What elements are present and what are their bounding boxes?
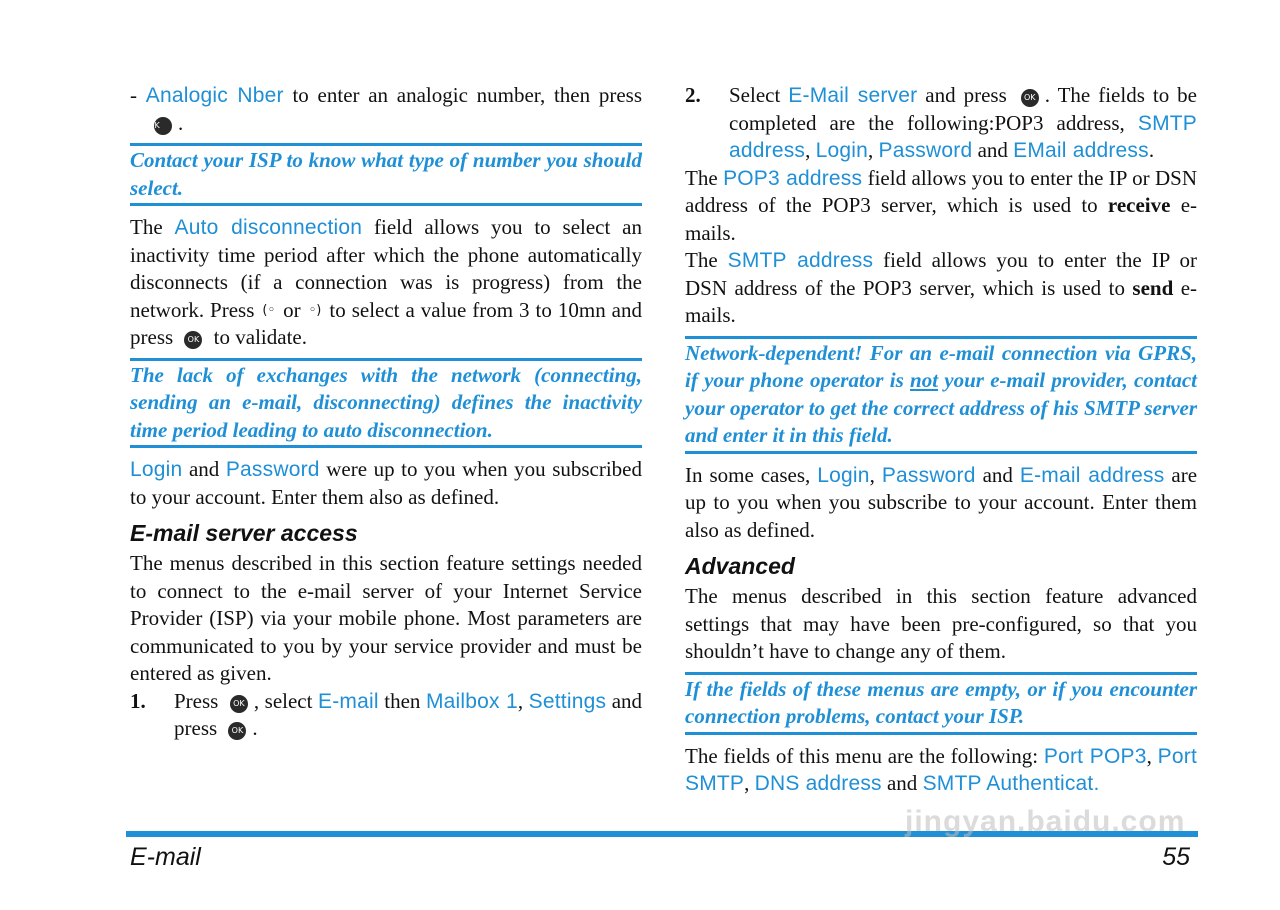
server-access-paragraph: The menus described in this section feature settings needed to connect to the e-mail server of your Internet Service Provider (ISP) via your mobile phone. Most parameters are communicated to you by your service provider and must be entered as given. [130, 551, 642, 685]
ok-key-icon: OK [184, 331, 202, 349]
email-server-access-heading: E-mail server access [130, 520, 358, 546]
ok-key-icon: OK [230, 695, 248, 713]
login-menu: Login [130, 458, 183, 481]
auto-disconnection-paragraph: The Auto disconnection field allows you to select an inactivity time period after which the phone automatically disconnects (if a connection was is progress) from the network. Press (◦ or ◦) to select a value from 3 to 10mn and press OK to validate. [130, 215, 642, 349]
port-pop3-menu: Port POP3 [1043, 744, 1147, 768]
login-password-paragraph: Login and Password were up to you when you subscribed to your account. Enter them also as defined. [130, 457, 643, 509]
ok-key-icon: OK [1021, 89, 1039, 107]
settings-menu: Settings [528, 689, 607, 713]
email-menu: E-mail [318, 689, 379, 713]
login-menu: Login [815, 139, 869, 162]
pop3-paragraph: The POP3 address field allows you to enter the IP or DSN address of the POP3 server, which is used to receive e-mails. [685, 165, 1198, 245]
right-column [685, 82, 1197, 798]
pop3-address-menu: POP3 address [723, 166, 863, 190]
advanced-paragraph: The menus described in this section feature advanced settings that may have been pre-configured, so that you shouldn’t have to change any of them. [685, 584, 1197, 663]
smtp-authenticat-menu: SMTP Authenticat. [922, 772, 1100, 795]
ok-key-icon: OK [228, 722, 246, 740]
smtp-address-menu: SMTP address [727, 249, 874, 272]
nav-left-key-icon: (◦ [262, 302, 276, 318]
step-1: 1. Press OK , select E-mail then Mailbox 1, Settings and press OK . [130, 688, 643, 740]
email-address-menu: E-mail address [1019, 463, 1165, 487]
nav-right-key-icon: ◦) [308, 302, 322, 318]
inactivity-note: The lack of exchanges with the network (connecting, sending an e-mail, disconnecting) defines the inactivity time period leading to auto disconnection. [130, 358, 642, 449]
analogic-nber-menu: Analogic Nber [145, 84, 284, 107]
advanced-heading: Advanced [685, 553, 795, 579]
ok-key-icon: OK [154, 117, 172, 135]
smtp-paragraph: The SMTP address field allows you to enter the IP or DSN address of the POP3 server, which is used to send e-mails. [685, 248, 1198, 327]
password-menu: Password [881, 463, 976, 487]
step-2: 2. Select E-Mail server and press OK . The fields to be completed are the following:POP3 address, SMTP address, Login, Password and EMail address. [685, 83, 1197, 162]
left-column [130, 82, 642, 743]
auto-disconnection-menu: Auto disconnection [174, 216, 363, 239]
watermark: jingyan.baidu.com [905, 805, 1186, 838]
empty-fields-note: If the fields of these menus are empty, or if you encounter connection problems, contact your ISP. [685, 672, 1197, 735]
smtp-address-menu: SMTP address [729, 111, 1197, 162]
network-dependent-note: Network-dependent! For an e-mail connection via GPRS, if your phone operator is not your e-mail provider, contact your operator to get the correct address of his SMTP server and enter it in this field. [685, 336, 1197, 454]
some-cases-paragraph: In some cases, Login, Password and E-mail address are up to you when you subscribe to your account. Enter them also as defined. [685, 462, 1198, 542]
mailbox-1-menu: Mailbox 1 [425, 689, 518, 713]
dns-address-menu: DNS address [754, 772, 882, 795]
email-server-menu: E-Mail server [788, 84, 918, 107]
port-smtp-menu: Port SMTP [685, 744, 1197, 795]
analogic-paragraph: - Analogic Nber to enter an analogic number, then press OK . [130, 83, 642, 135]
page-number: 55 [1162, 843, 1190, 871]
password-menu: Password [225, 458, 320, 481]
password-menu: Password [878, 139, 973, 162]
fields-paragraph: The fields of this menu are the following: Port POP3, Port SMTP, DNS address and SMTP Authenticat. [685, 743, 1197, 795]
isp-number-note: Contact your ISP to know what type of number you should select. [130, 143, 642, 206]
login-menu: Login [817, 463, 870, 487]
footer-section-title: E-mail [130, 843, 201, 871]
email-address-menu: EMail address [1013, 139, 1149, 162]
